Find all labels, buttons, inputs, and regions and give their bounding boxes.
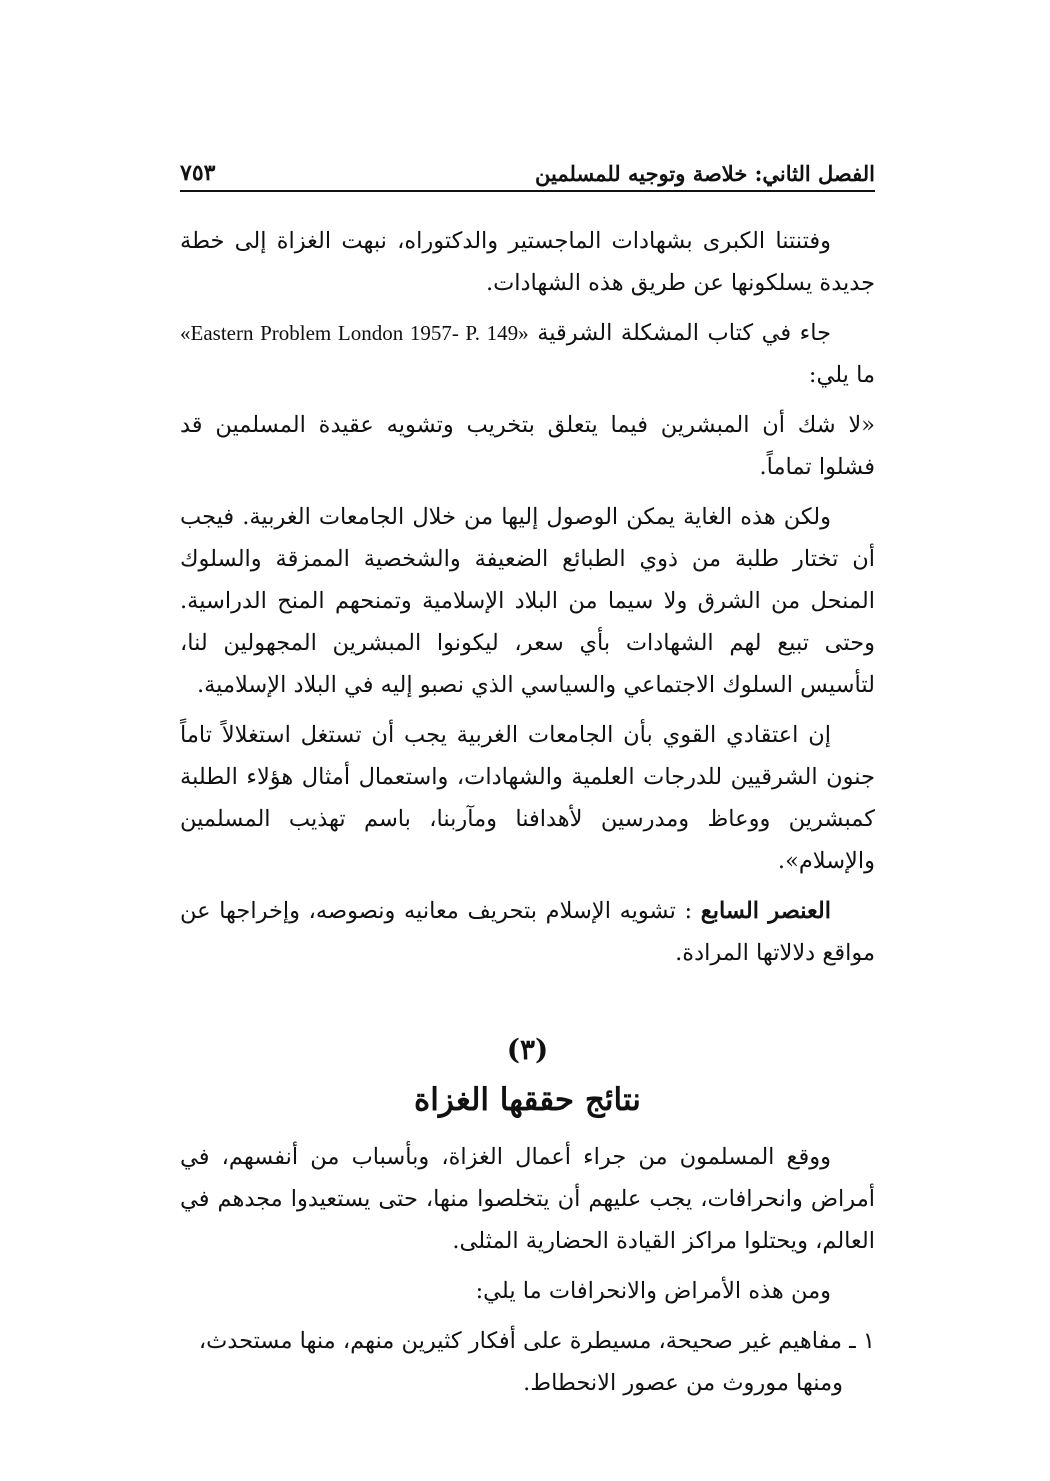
list-item-1-continuation: ومنها موروث من عصور الانحطاط. [523, 1370, 843, 1396]
paragraph-3: «لا شك أن المبشرين فيما يتعلق بتخريب وتشويه عقيدة المسلمين قد فشلوا تماماً. [180, 412, 875, 480]
header-separator: : [754, 161, 763, 186]
paragraph-1: وفتنتنا الكبرى بشهادات الماجستير والدكتوراه، نبهت الغزاة إلى خطة جديدة يسلكونها عن طريق هذه الشهادات. [180, 228, 875, 296]
citation-intro: جاء في كتاب المشكلة الشرقية [537, 320, 831, 346]
paragraph-7: ووقع المسلمون من جراء أعمال الغزاة، وبأسباب من أنفسهم، في أمراض وانحرافات، يجب عليهم أن يتخلصوا منها، حتى يستعيدوا مجدهم في العالم، ويحتلوا مراكز القيادة الحضارية المثلى. [180, 1144, 875, 1254]
section-body [180, 1136, 875, 1404]
element-seven-label: العنصر السابع [700, 898, 831, 924]
page-number: ٧٥٣ [180, 160, 216, 186]
paragraph-4: ولكن هذه الغاية يمكن الوصول إليها من خلال الجامعات الغربية. فيجب أن تختار طلبة من ذوي الطبائع الضعيفة والشخصية الممزقة والسلوك المنحل من الشرق ولا سيما من البلاد الإسلامية وتمنحهم المنح الدراسية. وحتى تبيع لهم الشهادات بأي سعر، ليكونوا المبشرين المجهولين لنا، لتأسيس السلوك الاجتماعي والسياسي الذي نصبو إليه في البلاد الإسلامية. [180, 504, 875, 698]
paragraph-2 [180, 312, 875, 396]
citation-source: «Eastern Problem London 1957- P. 149» [180, 321, 529, 345]
section-number: (٣) [506, 1033, 549, 1066]
paragraph-6 [180, 890, 875, 974]
paragraph-8: ومن هذه الأمراض والانحرافات ما يلي: [475, 1278, 831, 1304]
running-header [180, 150, 875, 192]
header-title [535, 161, 875, 186]
citation-outro: ما يلي: [808, 362, 875, 388]
list-item-1 [180, 1320, 875, 1404]
chapter-subtitle: خلاصة وتوجيه للمسلمين [535, 161, 748, 186]
section-title: نتائج حققها الغزاة [414, 1082, 641, 1118]
chapter-label: الفصل الثاني [762, 161, 875, 186]
book-page [180, 150, 875, 1412]
element-seven-text: : تشويه الإسلام بتحريف معانيه ونصوصه، وإخراجها عن مواقع دلالاتها المرادة. [180, 898, 875, 966]
list-item-1-first: ١ ـ مفاهيم غير صحيحة، مسيطرة على أفكار كثيرين منهم، منها مستحدث، [198, 1328, 875, 1354]
body-text [180, 220, 875, 974]
paragraph-5: إن اعتقادي القوي بأن الجامعات الغربية يجب أن تستغل استغلالاً تاماً جنون الشرقيين للدرجات العلمية والشهادات، واستعمال أمثال هؤلاء الطلبة كمبشرين ووعاظ ومدرسين لأهدافنا ومآربنا، باسم تهذيب المسلمين والإسلام». [180, 722, 875, 874]
